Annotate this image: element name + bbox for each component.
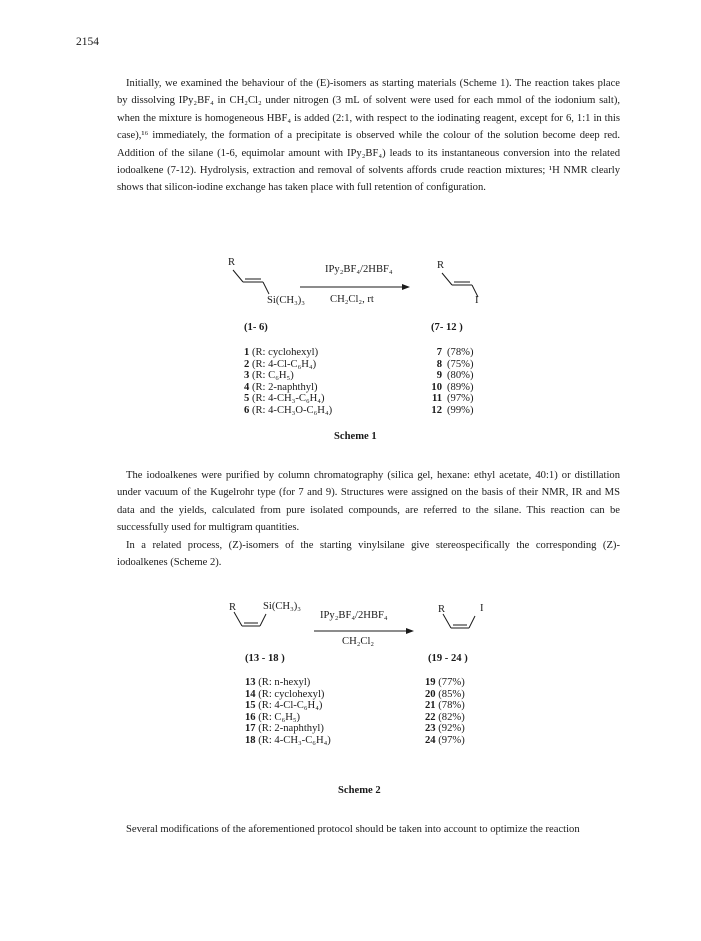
list-item: 6 (R: 4-CH₃O-C₆H₄)	[244, 404, 333, 416]
list-item: 22 (82%)	[425, 711, 465, 723]
list-item: 16 (R: C₆H₅)	[245, 711, 301, 723]
scheme2-reagent-top: IPy₂BF₄/2HBF₄	[320, 610, 388, 621]
scheme1-product-yields	[447, 347, 473, 417]
list-item: 3 (R: C₆H₅)	[244, 370, 294, 382]
paragraph-modifications: Several modifications of the aforementioned protocol should be taken into account to optimize the reaction	[126, 824, 580, 835]
scheme2-reaction-arrow	[314, 627, 414, 635]
scheme1-product-r: R	[437, 260, 445, 271]
paragraph-purification: The iodoalkenes were purified by column chromatography (silica gel, hexane: ethyl acetate, 40:1) or distillation under vacuum of the Kugelrohr type (for 7 and 9). Structures were assigned on the basis of their NMR, IR and MS data and the yields, calculated from pure isolated compounds, are referred to the silane. This reaction can be successfully used for multigram quantities.	[117, 470, 620, 534]
scheme2-product-r: R	[438, 604, 446, 615]
list-item: 10	[431, 381, 442, 393]
scheme2-caption: Scheme 2	[338, 785, 381, 796]
list-item: 12	[431, 404, 442, 416]
list-item: 20 (85%)	[425, 688, 465, 700]
paragraph-intro: Initially, we examined the behaviour of the (E)-isomers as starting materials (Scheme 1). The reaction takes place by dissolving IPy₂BF₄ in CH₂Cl₂ under nitrogen (3 mL of solvent were used for each mmol of the iodonium salt), when the mixture is homogeneous HBF₄ is added (2:1, with respect to the iodinating reagent, except for 6, 1:1 in this case),¹⁶ immediately, the formation of a precipitate is observed while the colour of the solution become deep red. Addition of the silane (1-6, equimolar amount with IPy₂BF₄) leads to its instantaneous conversion into the related iodoalkene (7-12). Hydrolysis, extraction and removal of solvents affords crude reaction mixtures; ¹H NMR clearly shows that silicon-iodine exchange has taken place with full retention of configuration.	[117, 78, 620, 194]
scheme1-start-range: (1- 6)	[244, 322, 268, 333]
scheme2-start-alkene-bonds	[234, 612, 274, 634]
list-item: 5 (R: 4-CH₃-C₆H₄)	[244, 393, 325, 405]
list-item: 14 (R: cyclohexyl)	[245, 688, 325, 700]
list-item: 4 (R: 2-naphthyl)	[244, 381, 318, 393]
scheme1-product-numbers	[426, 347, 442, 417]
paragraph-z-isomers: In a related process, (Z)-isomers of the starting vinylsilane give stereospecifically the corresponding (Z)-iodoalkenes (Scheme 2).	[117, 540, 620, 569]
list-item: 17 (R: 2-naphthyl)	[245, 723, 324, 735]
scheme1-start-r: R	[228, 257, 236, 268]
list-item: 1 (R: cyclohexyl)	[244, 347, 319, 358]
scheme2-product-i: I	[480, 603, 484, 614]
list-item: (80%)	[447, 370, 474, 382]
scheme2-start-range: (13 - 18 )	[245, 653, 285, 664]
list-item: (99%)	[447, 404, 474, 416]
list-item: (78%)	[447, 347, 474, 358]
scheme2-reagent-bottom: CH₂Cl₂	[342, 636, 375, 647]
scheme2-product-range: (19 - 24 )	[428, 653, 468, 664]
scheme1-reagent-top: IPy₂BF₄/2HBF₄	[325, 264, 393, 275]
scheme1-product-range: (7- 12 )	[431, 322, 463, 333]
scheme2-start-si: Si(CH₃)₃	[263, 601, 301, 612]
list-item: 24 (97%)	[425, 734, 465, 746]
list-item: 21 (78%)	[425, 700, 465, 712]
list-item: 7	[436, 347, 442, 358]
list-item: 23 (92%)	[425, 723, 465, 735]
page-number: 2154	[76, 36, 99, 48]
scheme1-reagent-bottom: CH₂Cl₂, rt	[330, 294, 374, 305]
list-item: 9	[436, 370, 442, 382]
list-item: 8	[436, 358, 442, 370]
scheme1-caption: Scheme 1	[334, 431, 377, 442]
scheme2-product-alkene-bonds	[443, 614, 483, 636]
list-item: 13 (R: n-hexyl)	[245, 677, 311, 688]
scheme2-substrate-list	[245, 677, 331, 747]
list-item: 18 (R: 4-CH₃-C₆H₄)	[245, 734, 331, 746]
scheme1-reaction-arrow	[300, 283, 410, 291]
list-item: 2 (R: 4-Cl-C₆H₄)	[244, 358, 317, 370]
scheme1-product-i: I	[475, 295, 479, 306]
list-item: (89%)	[447, 381, 474, 393]
scheme1-start-si: Si(CH₃)₃	[267, 295, 305, 306]
list-item: 19 (77%)	[425, 677, 465, 688]
list-item: 15 (R: 4-Cl-C₆H₄)	[245, 700, 323, 712]
scheme2-start-r: R	[229, 602, 237, 613]
list-item: (75%)	[447, 358, 474, 370]
scheme1-substrate-list	[244, 347, 332, 417]
list-item: 11	[431, 393, 442, 405]
scheme2-product-list	[425, 677, 465, 747]
list-item: (97%)	[447, 393, 474, 405]
